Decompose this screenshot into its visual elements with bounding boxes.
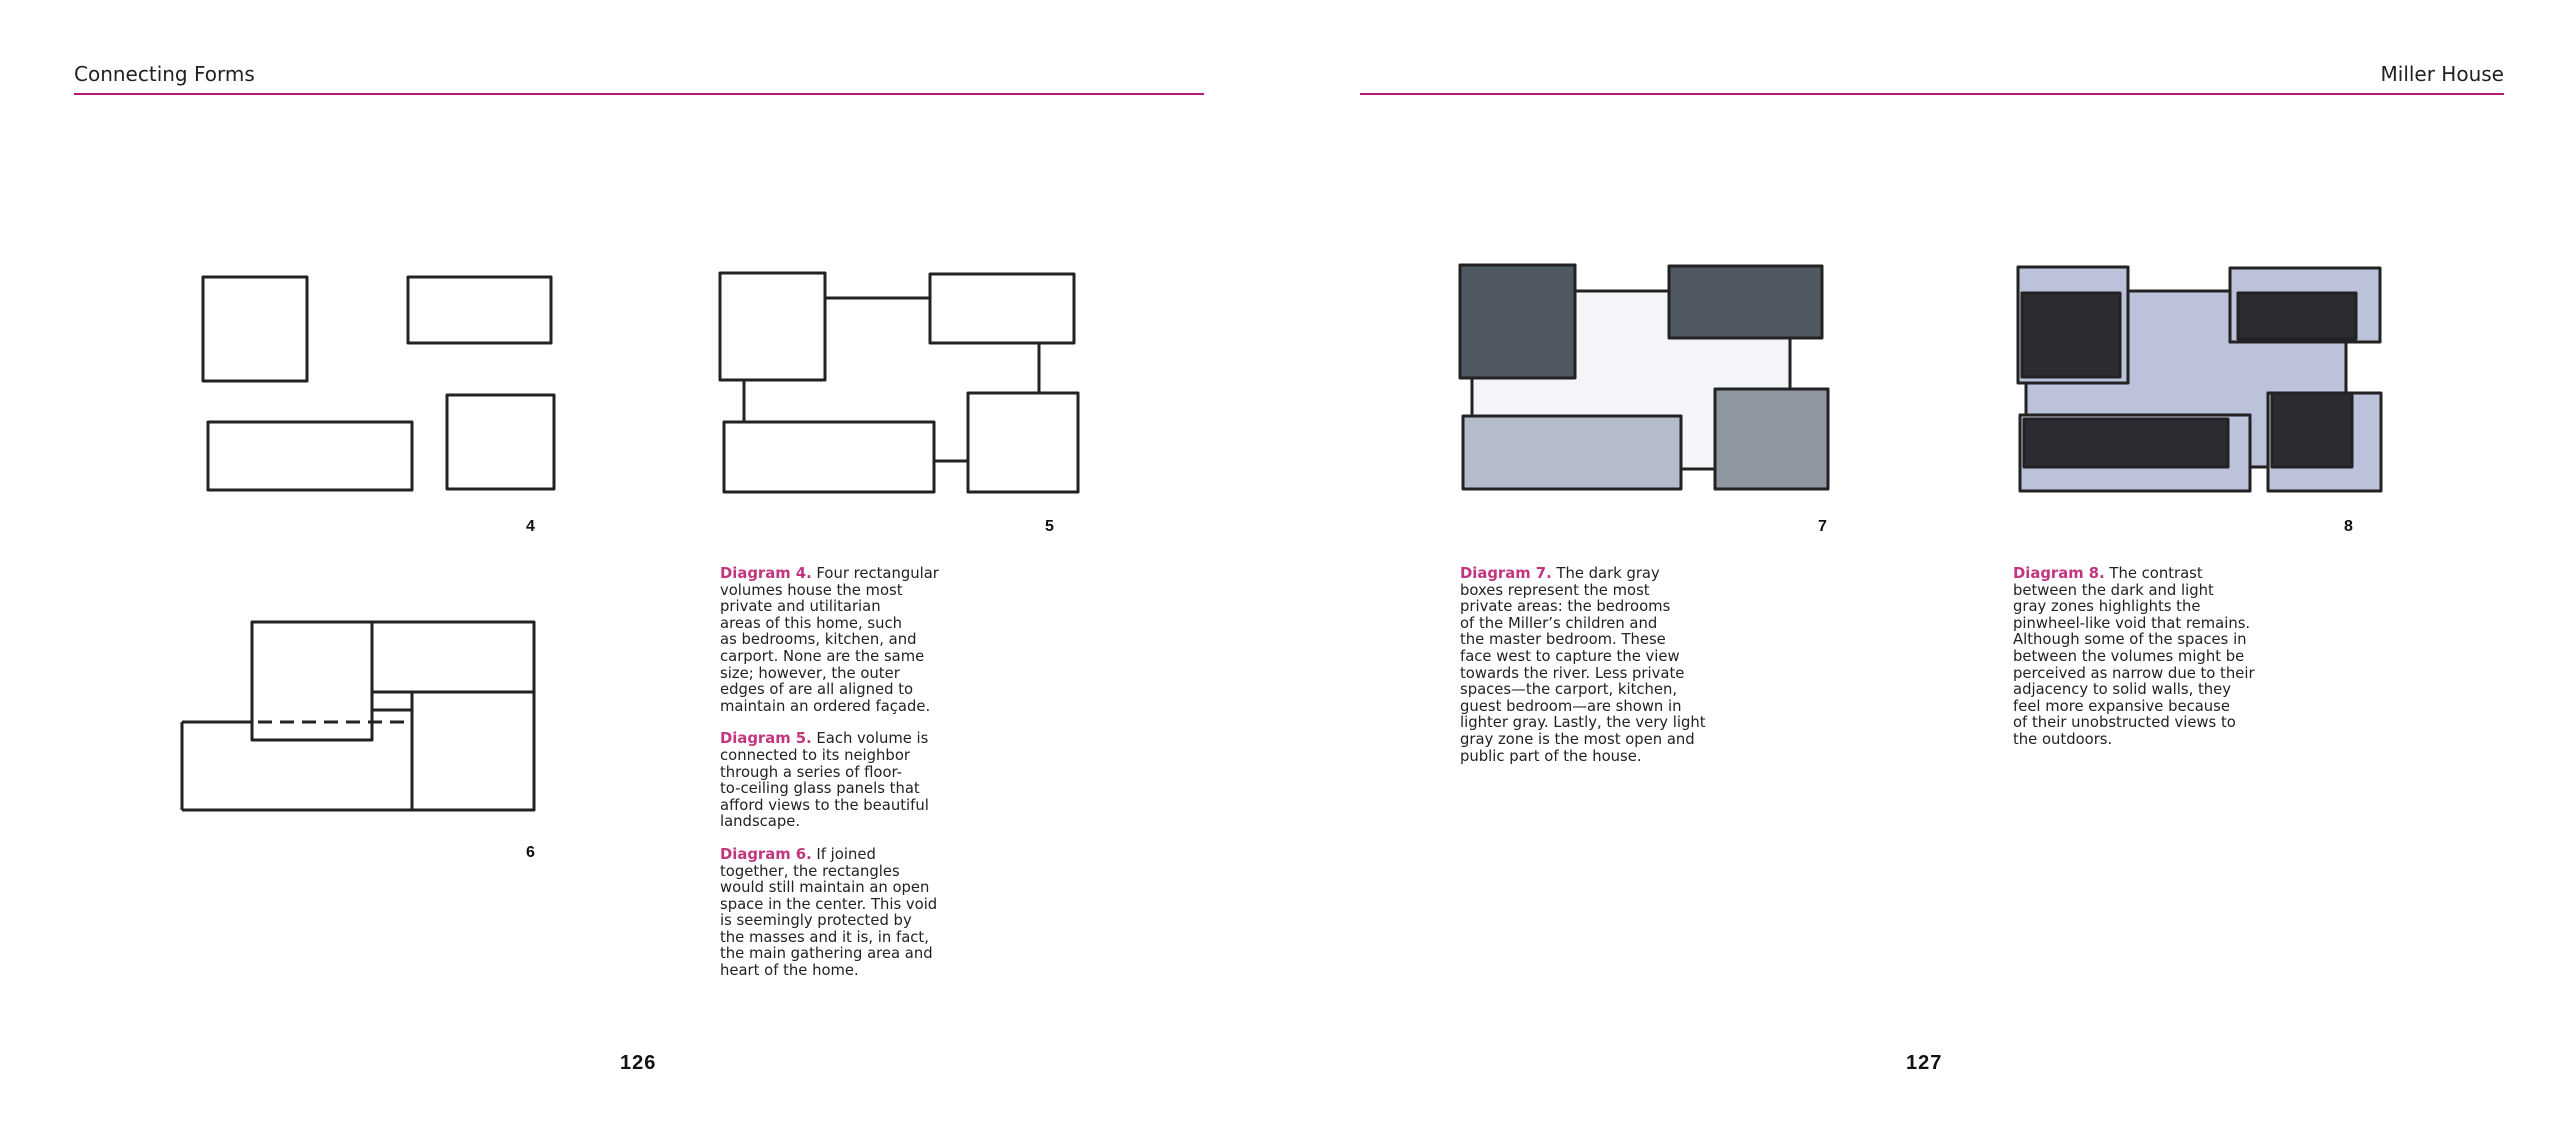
caption-diagram-8-para (2013, 566, 2283, 749)
caption-column-left (720, 566, 972, 996)
caption-diagram-7-para (1460, 566, 1730, 765)
caption-diagram-7 (1460, 566, 1730, 781)
diagram-5-box-c (724, 422, 934, 492)
diagram-8-dark-box-a (2022, 293, 2120, 377)
caption-diagram-8 (2013, 566, 2283, 765)
diagram-4-box-a (203, 277, 307, 381)
caption-label-8: Diagram 8. (2013, 565, 2105, 582)
caption-label-5: Diagram 5. (720, 730, 812, 748)
running-head-right: Miller House (2380, 62, 2504, 86)
diagram-6-box-top-right (372, 622, 534, 692)
diagram-7-dark-box-b (1669, 266, 1822, 338)
figure-number-7: 7 (1818, 518, 1827, 535)
header-rule-left (74, 93, 1204, 95)
caption-text-5: Each volume is connected to its neighbor through a series of floor- to-ceiling glass panels that afford views to the beautiful landscape. (720, 730, 929, 831)
diagram-7-mid-box-d (1715, 389, 1828, 489)
diagram-4-box-c (208, 422, 412, 490)
figure-number-6: 6 (526, 844, 535, 861)
diagram-5-box-d (968, 393, 1078, 492)
header-rule-right (1360, 93, 2504, 95)
diagram-4-box-b (408, 277, 551, 343)
caption-diagram-4 (720, 566, 972, 715)
diagram-6-sketch (170, 610, 550, 810)
diagram-8-sketch (2008, 255, 2388, 505)
running-head-left: Connecting Forms (74, 62, 255, 86)
diagram-8-dark-box-d (2272, 393, 2352, 467)
right-page (1280, 0, 2560, 1132)
caption-label-7: Diagram 7. (1460, 565, 1552, 582)
caption-diagram-6 (720, 847, 972, 980)
figure-number-8: 8 (2344, 518, 2353, 535)
caption-text-8: The contrast between the dark and light gray zones highlights the pinwheel-like void that remains. Although some of the spaces in between the volumes might be perceived as narrow due to their adjacency to solid walls, they feel more expansive because of their unobstructed views to the outdoors. (2013, 565, 2255, 748)
diagram-6-box-right (412, 692, 534, 810)
caption-diagram-5 (720, 731, 972, 831)
diagram-7-sketch (1450, 255, 1830, 505)
caption-text-4: Four rectangular volumes house the most private and utilitarian areas of this home, such as bedrooms, kitchen, and carport. None are the same size; however, the outer edges of are all aligned to maintain an ordered façade. (720, 565, 939, 715)
diagram-4-box-d (447, 395, 554, 489)
page-number-right: 127 (1906, 1052, 1943, 1074)
caption-label-4: Diagram 4. (720, 565, 812, 582)
diagram-7-light-box-c (1463, 416, 1681, 489)
diagram-5-box-a (720, 273, 825, 380)
figure-number-4: 4 (526, 518, 535, 535)
diagram-5-box-b (930, 274, 1074, 343)
page-number-left: 126 (620, 1052, 657, 1074)
caption-label-6: Diagram 6. (720, 845, 812, 863)
diagram-8-dark-box-c (2024, 419, 2228, 467)
caption-text-6: If joined together, the rectangles would still maintain an open space in the center. This void is seemingly protected by the masses and it is, in fact, the main gathering area and heart of the home. (720, 845, 938, 980)
caption-text-7: The dark gray boxes represent the most private areas: the bedrooms of the Miller’s children and the master bedroom. These face west to capture the view towards the river. Less private spaces—the carport, kitchen, guest bedroom—are shown in lighter gray. Lastly, the very light gray zone is the most open and public part of the house. (1460, 565, 1706, 765)
diagram-8-dark-box-b (2238, 293, 2356, 339)
figure-number-5: 5 (1045, 518, 1054, 535)
diagram-7-dark-box-a (1460, 265, 1575, 378)
diagram-5-sketch (710, 265, 1090, 505)
diagram-4-sketch (190, 265, 570, 505)
